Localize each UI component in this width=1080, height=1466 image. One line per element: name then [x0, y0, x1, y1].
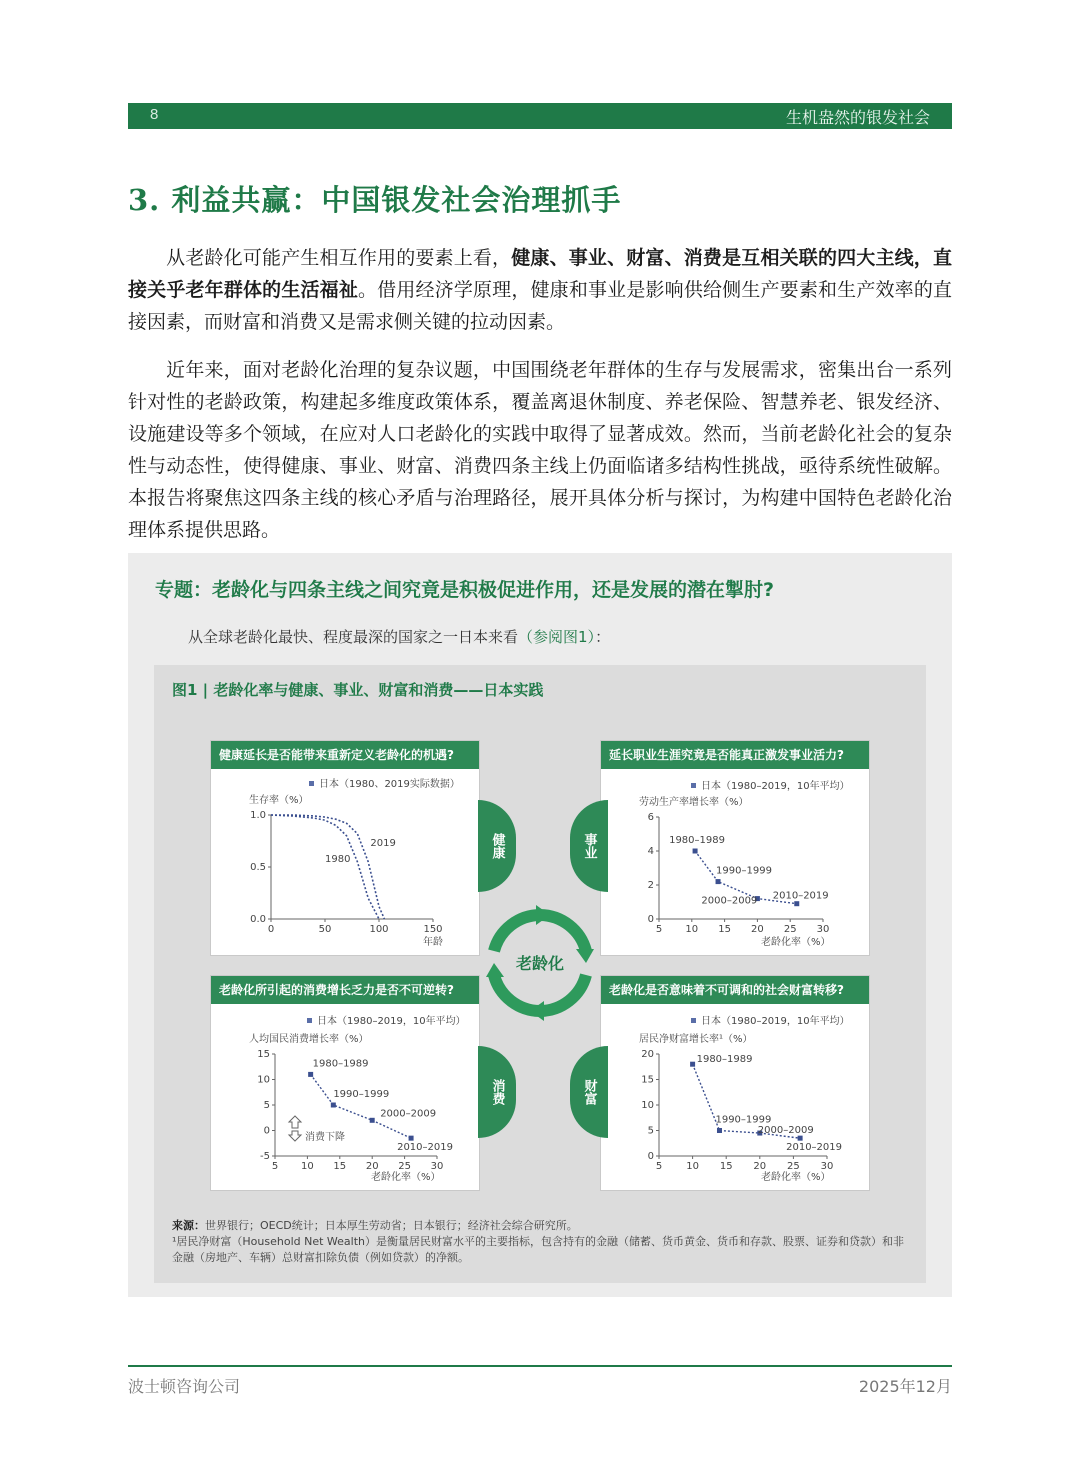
x-tick-label: 5	[271, 1161, 279, 1172]
paragraph-1	[128, 242, 952, 338]
y-tick-label: 4	[647, 846, 654, 857]
y-tick-label: -5	[260, 1151, 270, 1162]
cycle-arrow-arc	[540, 975, 586, 1011]
figure-reference-link[interactable]: （参阅图1）	[518, 628, 596, 646]
data-point	[716, 879, 721, 884]
consumption-chart	[211, 1004, 479, 1190]
data-point	[690, 1062, 695, 1067]
aging-cycle-diagram	[482, 905, 598, 1021]
series-label: 1980	[325, 853, 351, 865]
wealth-question: 老龄化是否意味着不可调和的社会财富转移?	[601, 976, 869, 1004]
point-label: 1980–1989	[312, 1058, 369, 1070]
footnote-text: ¹居民净财富（Household Net Wealth）是衡量居民财富水平的主要指标，包含持有的金融（储蓄、货币黄金、货币和存款、股票、证券和贷款）和非金融（房地产、车辆）总财富扣除负债（例如贷款）的净额。	[172, 1235, 905, 1264]
y-tick-label: 0	[647, 1151, 654, 1162]
legend-marker	[309, 781, 314, 786]
y-tick-label: 0.5	[250, 862, 266, 873]
x-tick-label: 5	[655, 1161, 663, 1172]
special-topic-title: 专题：老龄化与四条主线之间究竟是积极促进作用，还是发展的潜在掣肘?	[155, 579, 775, 601]
point-label: 1990–1999	[716, 865, 772, 877]
down-arrow-icon	[289, 1131, 301, 1141]
cycle-arrow-arc	[494, 915, 540, 951]
x-axis-label: 老龄化率（%）	[761, 937, 831, 948]
x-tick-label: 100	[369, 924, 389, 935]
consumption-tab: 消费	[478, 1046, 516, 1138]
career-card	[600, 740, 870, 956]
x-tick-label: 10	[685, 924, 699, 935]
health-question: 健康延长是否能带来重新定义老龄化的机遇?	[211, 741, 479, 769]
cycle-arrow-arc	[494, 975, 540, 1011]
cycle-arrowhead	[576, 949, 594, 963]
x-tick-label: 20	[365, 1161, 379, 1172]
point-label: 2010–2019	[772, 890, 829, 902]
y-tick-label: 5	[647, 1125, 654, 1137]
y-tick-label: 10	[257, 1074, 270, 1086]
data-point	[409, 1136, 414, 1141]
wealth-chart	[601, 1004, 869, 1190]
running-title: 生机盎然的银发社会	[785, 108, 930, 127]
career-chart	[601, 769, 869, 955]
paragraph-2-text: 近年来，面对老龄化治理的复杂议题，中国围绕老年群体的生存与发展需求，密集出台一系列针对性的老龄政策，构建起多维度政策体系，覆盖离退休制度、养老保险、智慧养老、银发经济、设施建设等多个领域，在应对人口老龄化的实践中取得了显著成效。然而，当前老龄化社会的复杂性与动态性，使得健康、事业、财富、消费四条主线上仍面临诸多结构性挑战，亟待系统性破解。本报告将聚焦这四条主线的核心矛盾与治理路径，展开具体分析与探讨，为构建中国特色老龄化治理体系提供思路。	[128, 359, 952, 541]
data-point	[308, 1072, 313, 1077]
paragraph-2	[128, 354, 952, 546]
health-tab: 健康	[478, 800, 516, 892]
point-label: 1980–1989	[696, 1054, 753, 1066]
legend-label: 日本（1980–2019，10年平均）	[701, 1016, 850, 1027]
up-arrow-icon	[289, 1116, 301, 1128]
y-axis-label: 人均国民消费增长率（%）	[249, 1034, 369, 1045]
consumption-decline-label: 消费下降	[305, 1132, 345, 1143]
consumption-question: 老龄化所引起的消费增长乏力是否不可逆转?	[211, 976, 479, 1004]
x-tick-label: 0	[267, 924, 275, 935]
health-chart	[211, 769, 479, 955]
x-tick-label: 15	[333, 1161, 347, 1172]
x-tick-label: 10	[686, 1161, 699, 1172]
y-tick-label: 0.0	[250, 914, 266, 925]
paragraph-1-lead: 从老龄化可能产生相互作用的要素上看，	[166, 247, 512, 269]
x-tick-label: 50	[318, 924, 332, 935]
health-card	[210, 740, 480, 956]
data-point	[370, 1118, 375, 1123]
x-tick-label: 150	[423, 924, 443, 935]
x-axis-label: 老龄化率（%）	[371, 1172, 441, 1183]
y-tick-label: 10	[641, 1100, 654, 1111]
y-axis-label: 劳动生产率增长率（%）	[639, 797, 749, 808]
point-label: 1990–1999	[333, 1089, 390, 1100]
series-line-1980	[271, 815, 379, 919]
x-tick-label: 30	[430, 1161, 444, 1172]
data-point	[331, 1103, 336, 1108]
legend-label: 日本（1980、2019实际数据）	[319, 779, 460, 790]
figure-title: 图1 | 老龄化率与健康、事业、财富和消费——日本实践	[172, 681, 544, 699]
legend-marker	[691, 1018, 696, 1023]
point-label: 1990–1999	[715, 1114, 772, 1126]
y-tick-label: 5	[263, 1100, 270, 1111]
x-tick-label: 15	[718, 924, 731, 935]
y-axis-label: 生存率（%）	[249, 795, 309, 806]
cycle-arrowhead	[536, 905, 550, 925]
legend-marker	[307, 1018, 312, 1023]
y-tick-label: 1.0	[250, 810, 266, 821]
footer-company: 波士顿咨询公司	[128, 1377, 241, 1396]
y-tick-label: 6	[647, 812, 654, 823]
x-tick-label: 20	[751, 924, 764, 935]
wealth-card	[600, 975, 870, 1191]
source-label: 来源：	[172, 1219, 205, 1232]
page-number: 8	[150, 106, 159, 123]
career-tab: 事业	[570, 800, 608, 892]
x-tick-label: 15	[719, 1161, 733, 1172]
y-tick-label: 20	[641, 1049, 654, 1060]
trend-line	[311, 1074, 412, 1138]
y-tick-label: 15	[641, 1074, 654, 1086]
paragraph-1-bold: 健康、事业、财富、消费是互相关联的四大主线，直接关乎老年群体的生活福祉	[128, 247, 952, 301]
y-axis-label: 居民净财富增长率¹（%）	[639, 1034, 753, 1045]
x-tick-label: 25	[783, 924, 797, 935]
x-tick-label: 25	[398, 1161, 411, 1172]
point-label: 2000–2009	[757, 1125, 814, 1137]
source-note	[172, 1218, 912, 1266]
source-text: 世界银行；OECD统计；日本厚生劳动省；日本银行；经济社会综合研究所。	[205, 1219, 578, 1232]
x-tick-label: 30	[816, 924, 830, 935]
data-point	[717, 1128, 722, 1133]
x-axis-label: 老龄化率（%）	[761, 1172, 831, 1183]
series-line-2019	[271, 815, 384, 919]
y-tick-label: 15	[257, 1049, 270, 1060]
x-tick-label: 10	[301, 1161, 314, 1172]
x-tick-label: 5	[655, 924, 663, 935]
series-label: 2019	[370, 838, 396, 850]
data-point	[798, 1136, 803, 1141]
career-question: 延长职业生涯究竟是否能真正激发事业活力?	[601, 741, 869, 769]
footer-date: 2025年12月	[858, 1377, 952, 1396]
section-title: 3. 利益共赢：中国银发社会治理抓手	[128, 183, 622, 217]
paragraph-1-tail: 。借用经济学原理，健康和事业是影响供给侧生产要素和生产效率的直接因素，而财富和消费又是需求侧关键的拉动因素。	[128, 279, 952, 333]
cycle-arrow-arc	[540, 915, 586, 951]
intro-text: 从全球老龄化最快、程度最深的国家之一日本来看	[188, 628, 519, 646]
y-tick-label: 0	[263, 1125, 270, 1137]
point-label: 2010–2019	[786, 1142, 843, 1154]
legend-label: 日本（1980–2019，10年平均）	[701, 781, 850, 792]
wealth-tab: 财富	[570, 1046, 608, 1138]
point-label: 2000–2009	[380, 1108, 437, 1120]
point-label: 2010–2019	[397, 1142, 453, 1154]
data-point	[693, 849, 698, 854]
special-topic-intro	[188, 626, 610, 647]
data-point	[794, 901, 799, 906]
x-axis-label: 年龄	[423, 937, 443, 948]
legend-label: 日本（1980–2019，10年平均）	[317, 1016, 466, 1027]
intro-end: ：	[595, 628, 611, 646]
x-tick-label: 25	[787, 1161, 800, 1172]
point-label: 2000–2009	[701, 895, 758, 907]
x-tick-label: 30	[820, 1161, 834, 1172]
footer-divider	[128, 1365, 952, 1367]
point-label: 1980–1989	[669, 835, 725, 846]
y-tick-label: 0	[647, 914, 654, 925]
consumption-card	[210, 975, 480, 1191]
cycle-arrowhead	[486, 963, 504, 977]
center-label: 老龄化	[515, 954, 565, 973]
y-tick-label: 2	[647, 880, 654, 891]
legend-marker	[691, 783, 696, 788]
x-tick-label: 20	[753, 1161, 767, 1172]
